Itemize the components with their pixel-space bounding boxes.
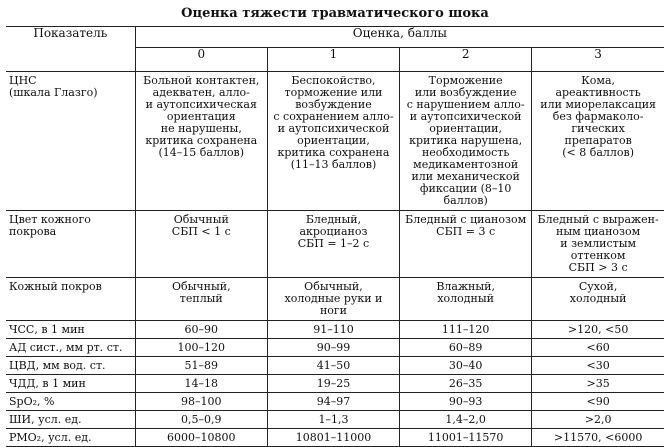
table-cell: <60 — [532, 339, 664, 357]
table-cell: Обычный, холодные руки и ноги — [267, 278, 399, 321]
table-cell: Бледный, акроцианоз СБП = 1–2 с — [267, 211, 399, 278]
indicator-label: АД сист., мм рт. ст. — [6, 339, 135, 357]
table-row-skin-color — [6, 211, 664, 278]
table-cell: 30–40 — [400, 357, 532, 375]
table-cell: >120, <50 — [532, 321, 664, 339]
table-cell: 94–97 — [267, 393, 399, 411]
table-cell: 90–93 — [400, 393, 532, 411]
table-cell: 26–35 — [400, 375, 532, 393]
table-cell: 41–50 — [267, 357, 399, 375]
indicator-label: SpO₂, % — [6, 393, 135, 411]
score-0-header: 0 — [135, 48, 267, 72]
indicator-label: РМО₂, усл. ед. — [6, 429, 135, 447]
table-cell: 91–110 — [267, 321, 399, 339]
table-cell: 1–1,3 — [267, 411, 399, 429]
table-cell: Сухой, холодный — [532, 278, 664, 321]
indicator-label: ШИ, усл. ед. — [6, 411, 135, 429]
table-row-cns — [6, 72, 664, 211]
table-cell: 90–99 — [267, 339, 399, 357]
table-cell: 1,4–2,0 — [400, 411, 532, 429]
table-row-cvp — [6, 357, 664, 375]
table-cell: 6000–10800 — [135, 429, 267, 447]
indicator-label: Цвет кожного покрова — [6, 211, 135, 278]
table-row-pmo2 — [6, 429, 664, 447]
score-1-header: 1 — [267, 48, 399, 72]
table-cell: 19–25 — [267, 375, 399, 393]
table-cell: Торможение или возбуждение с нарушением алло- и аутопсихической ориентации, критика нарушена, необходимость медикаментозной или механической фиксации (8–10 баллов) — [400, 72, 532, 211]
table-cell: 51–89 — [135, 357, 267, 375]
table-row-shock-index — [6, 411, 664, 429]
table-cell: Больной контактен, адекватен, алло- и аутопсихическая ориентация не нарушены, критика сохранена (14–15 баллов) — [135, 72, 267, 211]
table-cell: 111–120 — [400, 321, 532, 339]
table-cell: >11570, <6000 — [532, 429, 664, 447]
table-cell: Бледный с выражен- ным цианозом и землистым оттенком СБП > 3 с — [532, 211, 664, 278]
table-cell: 0,5–0,9 — [135, 411, 267, 429]
score-2-header: 2 — [400, 48, 532, 72]
table-cell: <30 — [532, 357, 664, 375]
table-title: Оценка тяжести травматического шока — [181, 6, 489, 21]
table-cell: Бледный с цианозом СБП = 3 с — [400, 211, 532, 278]
table-cell: 11001–11570 — [400, 429, 532, 447]
table-cell: 60–90 — [135, 321, 267, 339]
score-header: Оценка, баллы — [135, 27, 664, 48]
table-row-rr — [6, 375, 664, 393]
table-cell: Обычный СБП < 1 с — [135, 211, 267, 278]
table-cell: 10801–11000 — [267, 429, 399, 447]
indicator-label: ЧДД, в 1 мин — [6, 375, 135, 393]
indicator-label: ЦНС (шкала Глазго) — [6, 72, 135, 211]
table-row-sbp — [6, 339, 664, 357]
shock-severity-table — [6, 26, 664, 447]
table-cell: 14–18 — [135, 375, 267, 393]
table-row-hr — [6, 321, 664, 339]
table-cell: 100–120 — [135, 339, 267, 357]
indicator-label: Кожный покров — [6, 278, 135, 321]
indicator-header: Показатель — [6, 27, 135, 72]
indicator-label: ЧСС, в 1 мин — [6, 321, 135, 339]
table-row-spo2 — [6, 393, 664, 411]
table-row-skin — [6, 278, 664, 321]
table-cell: 98–100 — [135, 393, 267, 411]
table-cell: 60–89 — [400, 339, 532, 357]
table-cell: Беспокойство, торможение или возбуждение с сохранением алло- и аутопсихической ориентации, критика сохранена (11–13 баллов) — [267, 72, 399, 211]
table-cell: >2,0 — [532, 411, 664, 429]
table-cell: Обычный, теплый — [135, 278, 267, 321]
indicator-label: ЦВД, мм вод. ст. — [6, 357, 135, 375]
table-cell: >35 — [532, 375, 664, 393]
score-3-header: 3 — [532, 48, 664, 72]
table-cell: <90 — [532, 393, 664, 411]
table-cell: Кома, ареактивность или миорелаксация без фармаколо- гических препаратов (< 8 баллов) — [532, 72, 664, 211]
table-cell: Влажный, холодный — [400, 278, 532, 321]
